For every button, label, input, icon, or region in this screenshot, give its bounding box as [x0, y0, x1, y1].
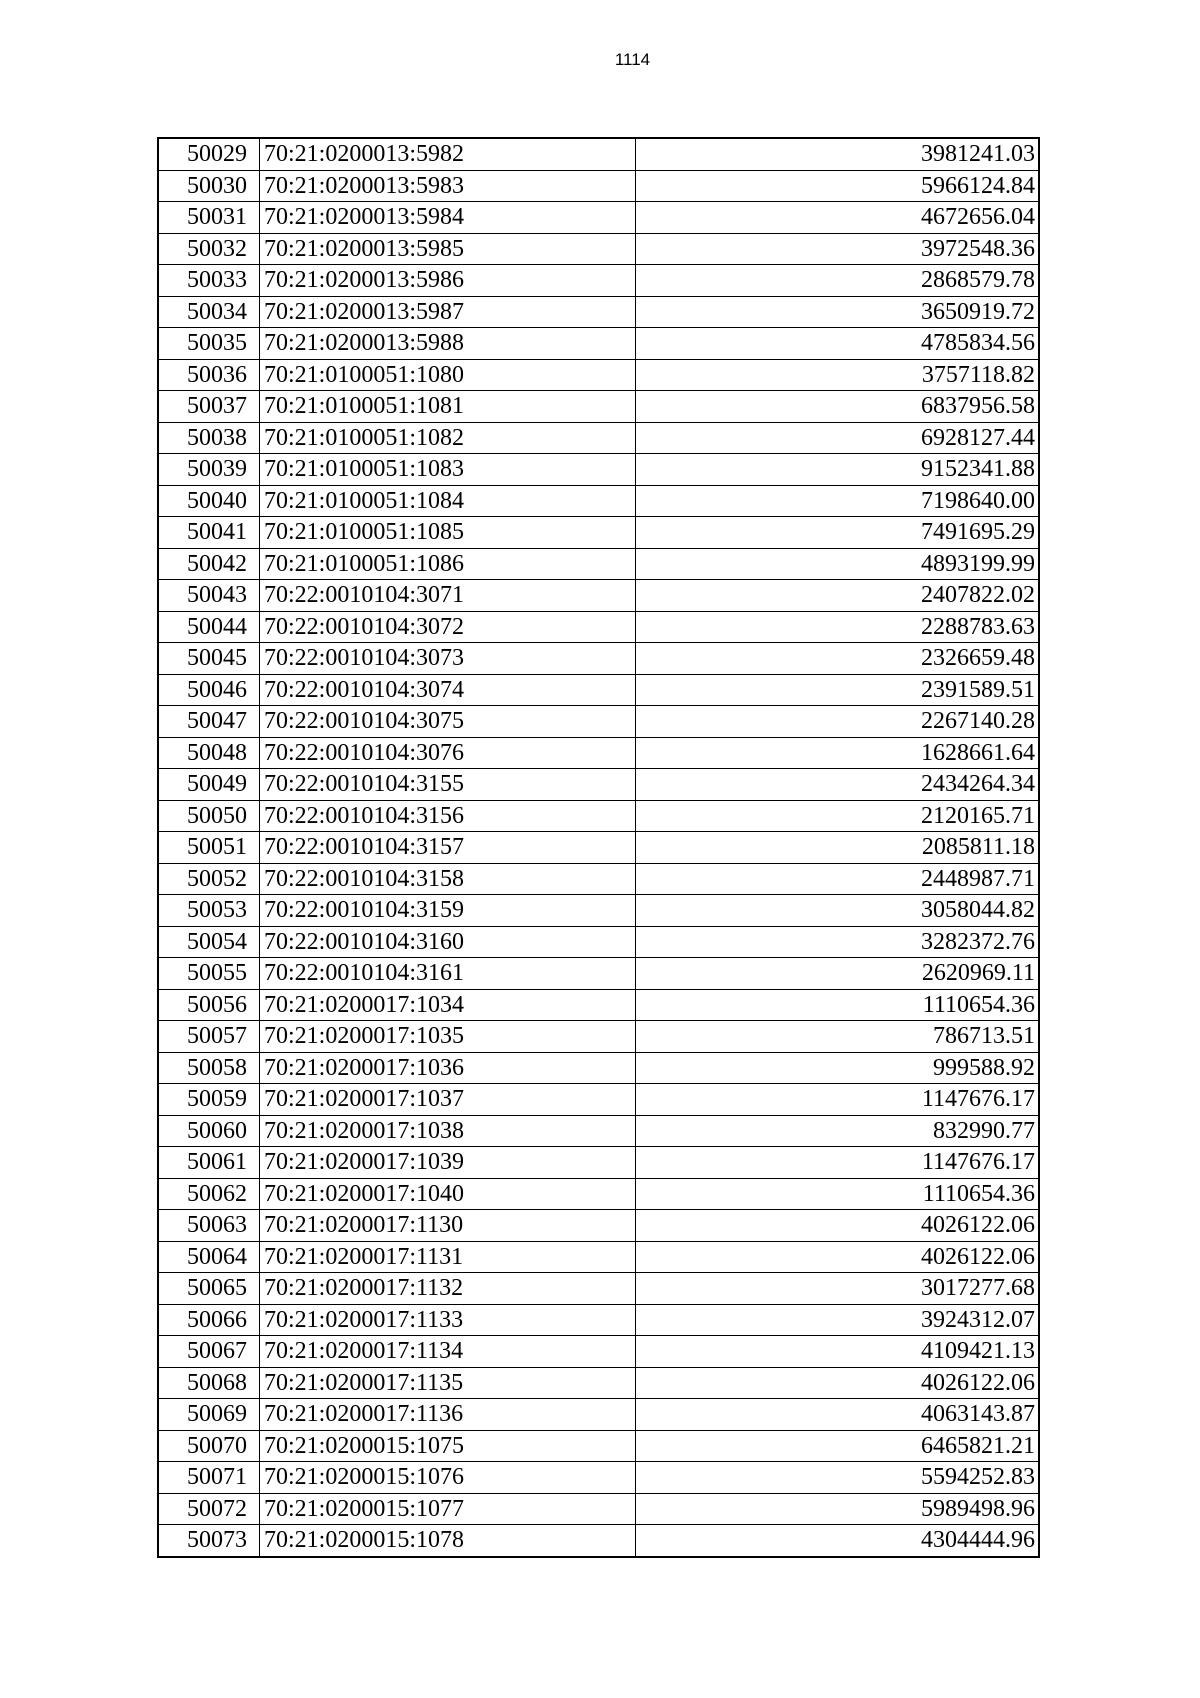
row-number-cell: 50073: [158, 1525, 260, 1557]
row-number-cell: 50059: [158, 1084, 260, 1116]
table-row: [158, 1462, 1039, 1494]
row-number-cell: 50062: [158, 1178, 260, 1210]
cadastral-number-cell: 70:21:0100051:1081: [260, 391, 636, 423]
row-number-cell: 50045: [158, 643, 260, 675]
cadastral-number-cell: 70:21:0200013:5983: [260, 170, 636, 202]
cadastral-number-cell: 70:21:0200017:1131: [260, 1241, 636, 1273]
row-number-cell: 50040: [158, 485, 260, 517]
cadastral-number-cell: 70:21:0200015:1078: [260, 1525, 636, 1557]
table-row: [158, 674, 1039, 706]
row-number-cell: 50064: [158, 1241, 260, 1273]
row-number-cell: 50068: [158, 1367, 260, 1399]
row-number-cell: 50039: [158, 454, 260, 486]
table-row: [158, 769, 1039, 801]
cadastral-value-cell: 4063143.87: [636, 1399, 1040, 1431]
row-number-cell: 50056: [158, 989, 260, 1021]
cadastral-value-cell: 3650919.72: [636, 296, 1040, 328]
cadastral-number-cell: 70:22:0010104:3073: [260, 643, 636, 675]
table-row: [158, 958, 1039, 990]
table-row: [158, 1367, 1039, 1399]
table-row: [158, 706, 1039, 738]
cadastral-value-cell: 1147676.17: [636, 1147, 1040, 1179]
row-number-cell: 50049: [158, 769, 260, 801]
row-number-cell: 50046: [158, 674, 260, 706]
cadastral-number-cell: 70:21:0200013:5985: [260, 233, 636, 265]
table-row: [158, 391, 1039, 423]
table-body: [158, 138, 1039, 1557]
cadastral-number-cell: 70:21:0100051:1086: [260, 548, 636, 580]
row-number-cell: 50034: [158, 296, 260, 328]
table-row: [158, 517, 1039, 549]
row-number-cell: 50042: [158, 548, 260, 580]
cadastral-value-table: [157, 137, 1040, 1558]
cadastral-number-cell: 70:21:0100051:1084: [260, 485, 636, 517]
cadastral-number-cell: 70:21:0200013:5987: [260, 296, 636, 328]
cadastral-number-cell: 70:21:0200013:5988: [260, 328, 636, 360]
cadastral-number-cell: 70:21:0200013:5986: [260, 265, 636, 297]
row-number-cell: 50060: [158, 1115, 260, 1147]
row-number-cell: 50043: [158, 580, 260, 612]
cadastral-number-cell: 70:21:0200015:1075: [260, 1430, 636, 1462]
table-row: [158, 1147, 1039, 1179]
table-row: [158, 265, 1039, 297]
table-row: [158, 359, 1039, 391]
row-number-cell: 50037: [158, 391, 260, 423]
table-row: [158, 1399, 1039, 1431]
cadastral-value-cell: 6928127.44: [636, 422, 1040, 454]
row-number-cell: 50050: [158, 800, 260, 832]
table-row: [158, 202, 1039, 234]
table-row: [158, 422, 1039, 454]
cadastral-value-cell: 3924312.07: [636, 1304, 1040, 1336]
cadastral-value-cell: 786713.51: [636, 1021, 1040, 1053]
cadastral-value-cell: 1147676.17: [636, 1084, 1040, 1116]
cadastral-value-cell: 4109421.13: [636, 1336, 1040, 1368]
table-row: [158, 643, 1039, 675]
table-row: [158, 926, 1039, 958]
cadastral-value-cell: 2868579.78: [636, 265, 1040, 297]
row-number-cell: 50071: [158, 1462, 260, 1494]
cadastral-number-cell: 70:21:0100051:1080: [260, 359, 636, 391]
row-number-cell: 50030: [158, 170, 260, 202]
table-row: [158, 454, 1039, 486]
table-row: [158, 296, 1039, 328]
table-row: [158, 1084, 1039, 1116]
cadastral-number-cell: 70:22:0010104:3160: [260, 926, 636, 958]
cadastral-number-cell: 70:22:0010104:3159: [260, 895, 636, 927]
row-number-cell: 50065: [158, 1273, 260, 1305]
page-number: 1114: [614, 50, 651, 69]
table-row: [158, 1273, 1039, 1305]
table-row: [158, 138, 1039, 170]
table-row: [158, 989, 1039, 1021]
cadastral-value-cell: 2391589.51: [636, 674, 1040, 706]
cadastral-number-cell: 70:21:0200017:1132: [260, 1273, 636, 1305]
row-number-cell: 50067: [158, 1336, 260, 1368]
cadastral-value-cell: 3017277.68: [636, 1273, 1040, 1305]
cadastral-value-cell: 4026122.06: [636, 1210, 1040, 1242]
cadastral-value-cell: 1110654.36: [636, 989, 1040, 1021]
cadastral-number-cell: 70:21:0200015:1076: [260, 1462, 636, 1494]
row-number-cell: 50048: [158, 737, 260, 769]
cadastral-number-cell: 70:22:0010104:3075: [260, 706, 636, 738]
row-number-cell: 50033: [158, 265, 260, 297]
cadastral-number-cell: 70:21:0200017:1038: [260, 1115, 636, 1147]
table-row: [158, 1493, 1039, 1525]
cadastral-number-cell: 70:21:0200017:1136: [260, 1399, 636, 1431]
row-number-cell: 50055: [158, 958, 260, 990]
cadastral-value-cell: 2267140.28: [636, 706, 1040, 738]
table-row: [158, 737, 1039, 769]
cadastral-number-cell: 70:22:0010104:3161: [260, 958, 636, 990]
cadastral-value-cell: 2085811.18: [636, 832, 1040, 864]
cadastral-value-cell: 3981241.03: [636, 138, 1040, 170]
table-row: [158, 1241, 1039, 1273]
row-number-cell: 50051: [158, 832, 260, 864]
cadastral-value-cell: 832990.77: [636, 1115, 1040, 1147]
cadastral-value-cell: 2407822.02: [636, 580, 1040, 612]
cadastral-value-cell: 9152341.88: [636, 454, 1040, 486]
table-row: [158, 1304, 1039, 1336]
table-row: [158, 233, 1039, 265]
cadastral-number-cell: 70:21:0200017:1135: [260, 1367, 636, 1399]
row-number-cell: 50057: [158, 1021, 260, 1053]
row-number-cell: 50052: [158, 863, 260, 895]
row-number-cell: 50047: [158, 706, 260, 738]
table-row: [158, 1430, 1039, 1462]
cadastral-number-cell: 70:22:0010104:3157: [260, 832, 636, 864]
cadastral-value-cell: 4785834.56: [636, 328, 1040, 360]
cadastral-value-cell: 999588.92: [636, 1052, 1040, 1084]
cadastral-number-cell: 70:22:0010104:3158: [260, 863, 636, 895]
table-row: [158, 170, 1039, 202]
row-number-cell: 50058: [158, 1052, 260, 1084]
cadastral-number-cell: 70:22:0010104:3156: [260, 800, 636, 832]
table-row: [158, 1052, 1039, 1084]
cadastral-value-cell: 7198640.00: [636, 485, 1040, 517]
cadastral-value-cell: 1628661.64: [636, 737, 1040, 769]
cadastral-value-cell: 6837956.58: [636, 391, 1040, 423]
cadastral-value-cell: 5966124.84: [636, 170, 1040, 202]
cadastral-value-cell: 4026122.06: [636, 1367, 1040, 1399]
table-row: [158, 485, 1039, 517]
row-number-cell: 50070: [158, 1430, 260, 1462]
cadastral-number-cell: 70:21:0200017:1133: [260, 1304, 636, 1336]
cadastral-value-cell: 4026122.06: [636, 1241, 1040, 1273]
row-number-cell: 50053: [158, 895, 260, 927]
table-row: [158, 1210, 1039, 1242]
cadastral-value-cell: 4304444.96: [636, 1525, 1040, 1557]
cadastral-value-cell: 3972548.36: [636, 233, 1040, 265]
row-number-cell: 50038: [158, 422, 260, 454]
cadastral-number-cell: 70:22:0010104:3076: [260, 737, 636, 769]
cadastral-number-cell: 70:21:0200017:1037: [260, 1084, 636, 1116]
cadastral-value-cell: 7491695.29: [636, 517, 1040, 549]
cadastral-number-cell: 70:21:0200017:1035: [260, 1021, 636, 1053]
cadastral-number-cell: 70:21:0200017:1034: [260, 989, 636, 1021]
cadastral-value-cell: 2620969.11: [636, 958, 1040, 990]
cadastral-number-cell: 70:21:0100051:1083: [260, 454, 636, 486]
cadastral-number-cell: 70:21:0200017:1036: [260, 1052, 636, 1084]
row-number-cell: 50031: [158, 202, 260, 234]
row-number-cell: 50069: [158, 1399, 260, 1431]
table-row: [158, 1336, 1039, 1368]
cadastral-number-cell: 70:21:0200017:1134: [260, 1336, 636, 1368]
cadastral-value-cell: 6465821.21: [636, 1430, 1040, 1462]
cadastral-number-cell: 70:22:0010104:3155: [260, 769, 636, 801]
row-number-cell: 50061: [158, 1147, 260, 1179]
row-number-cell: 50063: [158, 1210, 260, 1242]
table-row: [158, 1115, 1039, 1147]
cadastral-number-cell: 70:21:0200013:5984: [260, 202, 636, 234]
cadastral-value-cell: 3757118.82: [636, 359, 1040, 391]
cadastral-number-cell: 70:21:0200017:1040: [260, 1178, 636, 1210]
table-row: [158, 611, 1039, 643]
cadastral-value-cell: 2120165.71: [636, 800, 1040, 832]
table-row: [158, 1525, 1039, 1557]
table-row: [158, 328, 1039, 360]
table-row: [158, 1021, 1039, 1053]
table-row: [158, 832, 1039, 864]
table-row: [158, 800, 1039, 832]
cadastral-number-cell: 70:21:0100051:1085: [260, 517, 636, 549]
cadastral-value-cell: 4893199.99: [636, 548, 1040, 580]
row-number-cell: 50032: [158, 233, 260, 265]
table-row: [158, 548, 1039, 580]
cadastral-value-cell: 5989498.96: [636, 1493, 1040, 1525]
cadastral-value-cell: 2434264.34: [636, 769, 1040, 801]
cadastral-value-cell: 2448987.71: [636, 863, 1040, 895]
cadastral-value-cell: 5594252.83: [636, 1462, 1040, 1494]
cadastral-value-cell: 3282372.76: [636, 926, 1040, 958]
cadastral-value-cell: 2288783.63: [636, 611, 1040, 643]
row-number-cell: 50072: [158, 1493, 260, 1525]
cadastral-number-cell: 70:21:0200017:1039: [260, 1147, 636, 1179]
row-number-cell: 50041: [158, 517, 260, 549]
table-row: [158, 895, 1039, 927]
cadastral-number-cell: 70:21:0200013:5982: [260, 138, 636, 170]
row-number-cell: 50029: [158, 138, 260, 170]
row-number-cell: 50054: [158, 926, 260, 958]
cadastral-value-cell: 3058044.82: [636, 895, 1040, 927]
cadastral-number-cell: 70:22:0010104:3072: [260, 611, 636, 643]
cadastral-number-cell: 70:22:0010104:3074: [260, 674, 636, 706]
table-row: [158, 1178, 1039, 1210]
cadastral-number-cell: 70:21:0100051:1082: [260, 422, 636, 454]
cadastral-number-cell: 70:22:0010104:3071: [260, 580, 636, 612]
row-number-cell: 50044: [158, 611, 260, 643]
cadastral-value-cell: 1110654.36: [636, 1178, 1040, 1210]
row-number-cell: 50036: [158, 359, 260, 391]
row-number-cell: 50035: [158, 328, 260, 360]
table-row: [158, 863, 1039, 895]
table-row: [158, 580, 1039, 612]
cadastral-value-cell: 4672656.04: [636, 202, 1040, 234]
row-number-cell: 50066: [158, 1304, 260, 1336]
cadastral-number-cell: 70:21:0200017:1130: [260, 1210, 636, 1242]
cadastral-number-cell: 70:21:0200015:1077: [260, 1493, 636, 1525]
cadastral-value-cell: 2326659.48: [636, 643, 1040, 675]
